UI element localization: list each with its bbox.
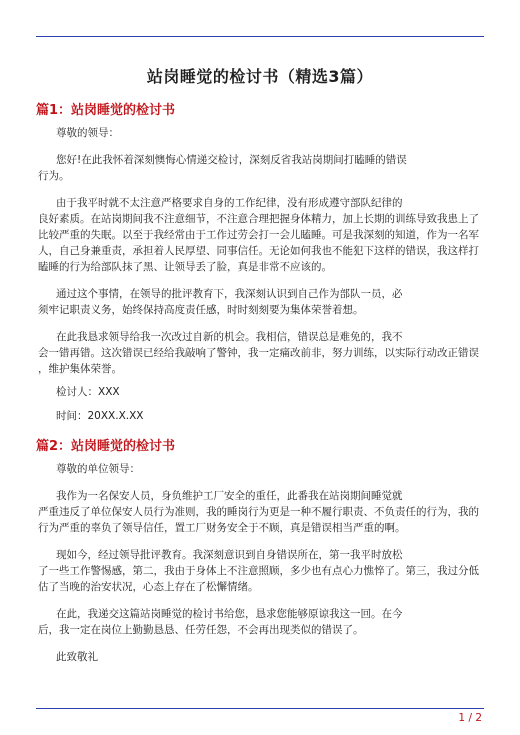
- paragraph-line: ，维护集体荣誉。: [38, 363, 122, 375]
- paragraph-line: 通过这个事情，在领导的批评教育下，我深刻认识到自己作为部队一员，必: [56, 288, 403, 300]
- section-heading-2: 篇2：站岗睡觉的检讨书: [36, 439, 176, 454]
- paragraph-line: 严重违反了单位保安人员行为准则，我的睡岗行为更是一种不履行职责、不负责任的行为，我的: [38, 506, 479, 518]
- paragraph-line: 良好素质。在站岗期间我不注意细节，不注意合理把握身体精力，加上长期的训练导致我患上了: [38, 213, 479, 225]
- page-number: 1 / 2: [458, 712, 482, 724]
- paragraph-line: 行为严重的辜负了领导信任，置工厂财务安全于不顾，真是错误相当严重的啊。: [38, 522, 406, 534]
- paragraph-line: 由于我平时就不太注意严格要求自身的工作纪律，没有形成遵守部队纪律的: [56, 197, 403, 209]
- section-heading-1: 篇1：站岗睡觉的检讨书: [36, 103, 176, 118]
- salutation: 尊敬的领导：: [56, 127, 119, 139]
- paragraph-line: 在此，我递交这篇站岗睡觉的检讨书给您，恳求您能够原谅我这一回。在今: [56, 608, 403, 620]
- paragraph-line: 现如今，经过领导批评教育。我深刻意识到自身错误所在，第一我平时放松: [56, 549, 403, 561]
- date-line: 时间：20XX.X.XX: [56, 410, 144, 422]
- paragraph-line: 了一些工作警惕感，第二，我由于身体上不注意照顾，多少也有点心力憔悴了。第三，我过分低: [38, 565, 479, 577]
- paragraph-line: 您好!在此我怀着深刻懊悔心情递交检讨，深刻反省我站岗期间打瞌睡的错误: [56, 154, 407, 166]
- paragraph-line: 比较严重的失眠。以至于我经常由于工作过劳会打一会儿瞌睡。可是我深刻的知道，作为一名军: [38, 229, 479, 241]
- footer-rule: [36, 708, 484, 709]
- paragraph-line: 须牢记职责义务，始终保持高度责任感，时时刻刻要为集体荣誉着想。: [38, 304, 364, 316]
- paragraph-line: 人，自己身兼重责，承担着人民厚望、同事信任。无论如何我也不能犯下这样的错误，我这样打: [38, 245, 479, 257]
- document-title: 站岗睡觉的检讨书（精选3篇）: [146, 67, 374, 86]
- paragraph-line: 后，我一定在岗位上勤勤恳恳、任劳任怨，不会再出现类似的错误了。: [38, 624, 364, 636]
- closing-line: 此致敬礼: [56, 651, 98, 663]
- paragraph-line: 瞌睡的行为给部队抹了黑、让领导丢了脸，真是非常不应该的。: [38, 261, 332, 273]
- signature-line: 检讨人：XXX: [56, 386, 120, 398]
- paragraph-line: 在此我恳求领导给我一次改过自新的机会。我相信，错误总是难免的，我不: [56, 331, 403, 343]
- header-rule: [36, 36, 484, 37]
- paragraph-line: 会一错再错。这次错误已经给我敲响了警钟，我一定痛改前非，努力训练，以实际行动改正错误: [38, 347, 479, 359]
- paragraph-line: 我作为一名保安人员，身负维护工厂安全的重任，此番我在站岗期间睡觉就: [56, 490, 403, 502]
- salutation: 尊敬的单位领导：: [56, 463, 140, 475]
- paragraph-line: 估了当晚的治安状况，心态上存在了松懈情绪。: [38, 581, 259, 593]
- paragraph-line: 行为。: [38, 170, 70, 182]
